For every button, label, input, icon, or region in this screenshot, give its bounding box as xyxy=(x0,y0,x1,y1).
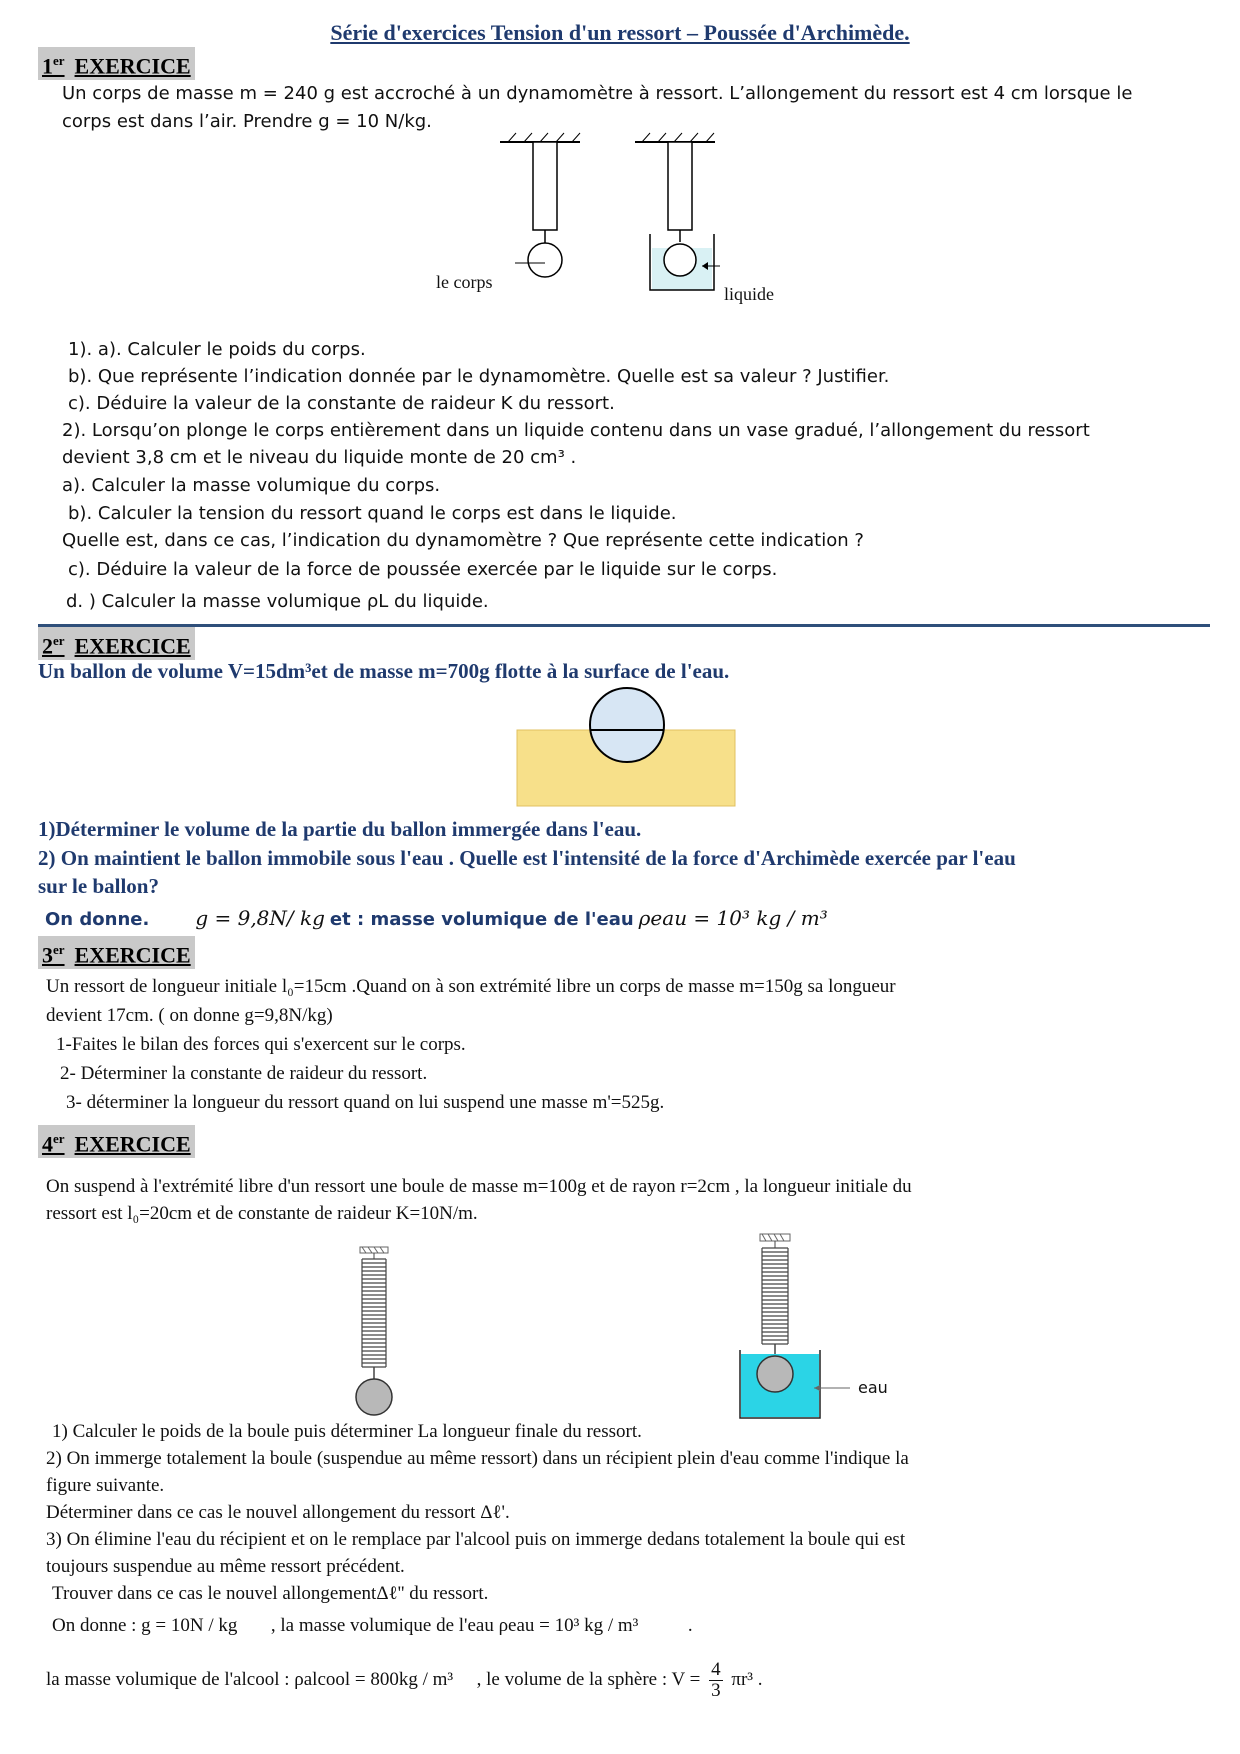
exercise-3-heading xyxy=(38,936,195,969)
ex4-q3-line1: 3) On élimine l'eau du récipient et on le remplace par l'alcool puis on immerge dedans totalement la boule qui est xyxy=(46,1529,906,1550)
ex1-intro-1: Un corps de masse m = 240 g est accroché à un dynamomètre à ressort. L’allongement du ressort est 4 cm lorsque le xyxy=(62,83,1133,104)
ex4-q3-line2: toujours suspendue au même ressort précédent. xyxy=(46,1556,405,1577)
ex4-given-g: On donne : g = 10N / kg xyxy=(52,1615,238,1636)
ex1-right-support xyxy=(635,133,720,290)
ex1-body-in-air xyxy=(528,243,562,277)
ex3-line1: Un ressort de longueur initiale l₀=15cm .Quand on à son extrémité libre un corps de masse m=150g sa longueur xyxy=(46,976,896,997)
ex4-given-rho-alcohol: la masse volumique de l'alcool : ρalcool = 800kg / m³ xyxy=(46,1668,454,1690)
ex1-q2a: a). Calculer la masse volumique du corps. xyxy=(62,475,441,496)
ex1-label-liquide: liquide xyxy=(724,284,774,304)
heading-number: 4 xyxy=(42,1131,53,1157)
ex1-q1a: 1). a). Calculer le poids du corps. xyxy=(68,339,366,360)
exercise-2-heading xyxy=(38,627,195,660)
ex2-given-rho: ρeau = 10³ kg / m³ xyxy=(638,906,828,930)
heading-sup: er xyxy=(53,633,65,648)
heading-sup: er xyxy=(53,53,65,68)
ex1-q2c: c). Déduire la valeur de la force de poussée exercée par le liquide sur le corps. xyxy=(68,559,778,580)
ex4-given-1 xyxy=(52,1612,693,1639)
ex2-given-g: g = 9,8N/ kg xyxy=(195,906,325,930)
page-title: Série d'exercices Tension d'un ressort – Poussée d'Archimède. xyxy=(330,20,910,45)
exercise-1-heading xyxy=(38,47,195,80)
ex1-label-corps: le corps xyxy=(436,272,493,292)
ex4-q3-line3: Trouver dans ce cas le nouvel allongementΔℓ'' du ressort. xyxy=(52,1583,489,1604)
heading-number: 3 xyxy=(42,942,53,968)
ex2-given xyxy=(45,906,828,931)
ex1-left-support xyxy=(500,133,580,277)
ex1-q2d: d. ) Calculer la masse volumique ρL du liquide. xyxy=(66,591,489,612)
ex4-fraction-den: 3 xyxy=(711,1680,721,1701)
heading-word: EXERCICE xyxy=(74,942,191,968)
heading-word: EXERCICE xyxy=(74,1131,191,1157)
ex3-q1: 1-Faites le bilan des forces qui s'exercent sur le corps. xyxy=(56,1034,466,1055)
heading-sup: er xyxy=(53,1131,65,1146)
ex4-spring-coils-air xyxy=(362,1259,386,1367)
ex4-intro-2: ressort est l₀=20cm et de constante de raideur K=10N/m. xyxy=(46,1203,478,1224)
ex1-dynamometer-figure xyxy=(420,130,840,330)
ex4-q2-line1: 2) On immerge totalement la boule (suspendue au même ressort) dans un récipient plein d'eau comme l'indique la xyxy=(46,1448,909,1469)
ex4-ball-water xyxy=(757,1356,793,1392)
ex2-ball xyxy=(590,688,664,762)
ex4-q2-line2: figure suivante. xyxy=(46,1475,165,1496)
ex1-body-in-liquid xyxy=(664,244,696,276)
heading-word: EXERCICE xyxy=(74,633,191,659)
ex4-intro-1: On suspend à l'extrémité libre d'un ressort une boule de masse m=100g et de rayon r=2cm , la longueur initiale du xyxy=(46,1176,912,1197)
section-divider xyxy=(38,624,1210,627)
ex1-q2-line1: 2). Lorsqu’on plonge le corps entièrement dans un liquide contenu dans un vase gradué, l’allongement du ressort xyxy=(62,420,1090,441)
heading-number: 1 xyxy=(42,53,53,79)
heading-word: EXERCICE xyxy=(74,53,191,79)
ex1-intro-2: corps est dans l’air. Prendre g = 10 N/kg. xyxy=(62,111,432,132)
ex2-q2-line1: 2) On maintient le ballon immobile sous l'eau . Quelle est l'intensité de la force d'Archimède exercée par l'eau xyxy=(38,846,1016,870)
ex4-spring-air-figure xyxy=(340,1245,410,1425)
ex4-given-rho-water: , la masse volumique de l'eau ρeau = 10³ kg / m³ xyxy=(270,1615,639,1636)
ex4-given-volume-end: πr³ . xyxy=(731,1668,763,1690)
ex1-q2b: b). Calculer la tension du ressort quand le corps est dans le liquide. xyxy=(68,503,677,524)
ex3-q3: 3- déterminer la longueur du ressort quand on lui suspend une masse m'=525g. xyxy=(66,1092,665,1113)
ex4-given-2 xyxy=(46,1660,762,1701)
ex2-ball-figure xyxy=(510,685,740,810)
exercise-4-heading xyxy=(38,1125,195,1158)
ex2-given-label: On donne. xyxy=(45,909,150,930)
ex1-q1b: b). Que représente l’indication donnée par le dynamomètre. Quelle est sa valeur ? Justifier. xyxy=(68,366,890,387)
ex2-intro: Un ballon de volume V=15dm³et de masse m=700g flotte à la surface de l'eau. xyxy=(38,659,730,683)
ex4-spring-coils-water xyxy=(762,1248,788,1344)
ex1-q2b-followup: Quelle est, dans ce cas, l’indication du dynamomètre ? Que représente cette indication ? xyxy=(62,530,864,551)
ex2-q1: 1)Déterminer le volume de la partie du ballon immergée dans l'eau. xyxy=(38,817,642,841)
ex2-q2-line2: sur le ballon? xyxy=(38,874,159,898)
ex3-line2: devient 17cm. ( on donne g=9,8N/kg) xyxy=(46,1005,333,1026)
ex4-fraction xyxy=(709,1660,723,1701)
ex4-q2-line3: Déterminer dans ce cas le nouvel allongement du ressort Δℓ'. xyxy=(46,1502,510,1523)
ex1-q2-line2: devient 3,8 cm et le niveau du liquide monte de 20 cm³ . xyxy=(62,447,577,468)
ex2-given-mid: et : masse volumique de l'eau xyxy=(329,909,634,930)
heading-sup: er xyxy=(53,942,65,957)
ex4-given-volume-label: , le volume de la sphère : V = xyxy=(476,1668,701,1690)
ex4-ball-air xyxy=(356,1379,392,1415)
heading-number: 2 xyxy=(42,633,53,659)
ex3-q2: 2- Déterminer la constante de raideur du ressort. xyxy=(60,1063,428,1084)
ex4-given-end: . xyxy=(687,1615,693,1636)
ex4-label-eau: eau xyxy=(858,1378,888,1397)
ex1-q1c: c). Déduire la valeur de la constante de raideur K du ressort. xyxy=(68,393,615,414)
ex4-q1: 1) Calculer le poids de la boule puis déterminer La longueur finale du ressort. xyxy=(52,1421,642,1442)
ex4-fraction-num: 4 xyxy=(711,1659,721,1680)
